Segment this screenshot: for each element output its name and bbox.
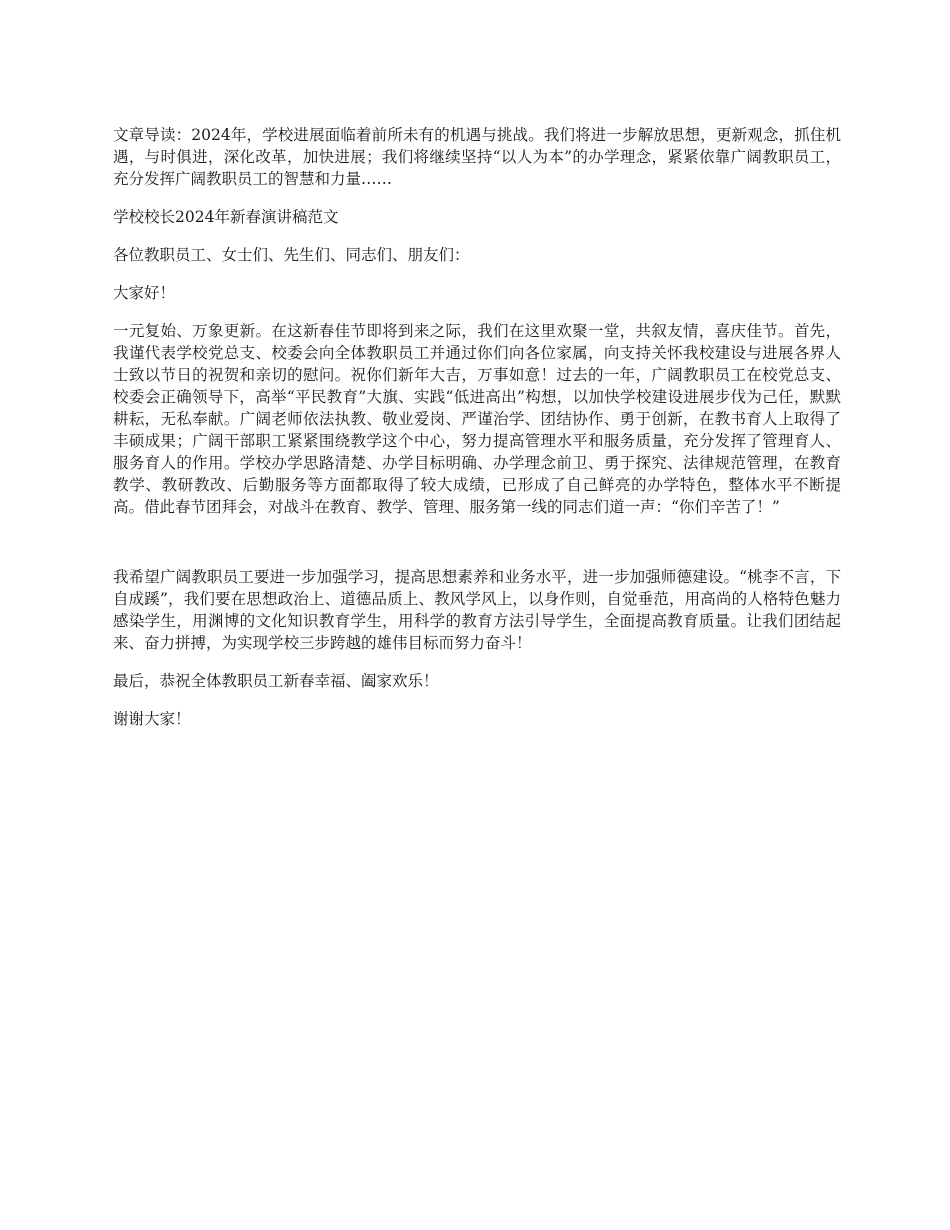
- thanks-line: 谢谢大家！: [113, 710, 191, 728]
- salutation: 各位教职员工、女士们、先生们、同志们、朋友们：: [113, 246, 470, 264]
- intro-paragraph: 文章导读：2024年，学校进展面临着前所未有的机遇与挑战。我们将进一步解放思想，更新观念，抓住机遇，与时俱进，深化改革，加快进展；我们将继续坚持“以人为本”的办学理念，紧紧依靠广阔教职员工，充分发挥广阔教职员工的智慧和力量……: [113, 126, 841, 188]
- body-paragraph-1: 一元复始、万象更新。在这新春佳节即将到来之际，我们在这里欢聚一堂，共叙友情，喜庆佳节。首先，我谨代表学校党总支、校委会向全体教职员工并通过你们向各位家属，向支持关怀我校建设与进展各界人士致以节日的祝贺和亲切的慰问。祝你们新年大吉，万事如意！过去的一年，广阔教职员工在校党总支、校委会正确领导下，高举“平民教育”大旗、实践“低进高出”构想，以加快学校建设进展步伐为己任，默默耕耘，无私奉献。广阔老师依法执教、敬业爱岗、严谨治学、团结协作、勇于创新，在教书育人上取得了丰硕成果；广阔干部职工紧紧围绕教学这个中心，努力提高管理水平和服务质量，充分发挥了管理育人、服务育人的作用。学校办学思路清楚、办学目标明确、办学理念前卫、勇于探究、法律规范管理，在教育教学、教研教改、后勤服务等方面都取得了较大成绩，已形成了自己鲜亮的办学特色，整体水平不断提高。借此春节团拜会，对战斗在教育、教学、管理、服务第一线的同志们道一声：“你们辛苦了！”: [113, 322, 841, 516]
- closing-paragraph: 最后，恭祝全体教职员工新春幸福、阖家欢乐！: [113, 672, 439, 690]
- greeting: 大家好！: [113, 284, 176, 302]
- document-page: [113, 124, 841, 746]
- document-title: 学校校长2024年新春演讲稿范文: [113, 208, 339, 226]
- body-paragraph-2: 我希望广阔教职员工要进一步加强学习，提高思想素养和业务水平，进一步加强师德建设。“桃李不言，下自成蹊”，我们要在思想政治上、道德品质上、教风学风上，以身作则，自觉垂范，用高尚的人格特色魅力感染学生，用渊博的文化知识教育学生，用科学的教育方法引导学生，全面提高教育质量。让我们团结起来、奋力拼搏，为实现学校三步跨越的雄伟目标而努力奋斗！: [113, 568, 841, 652]
